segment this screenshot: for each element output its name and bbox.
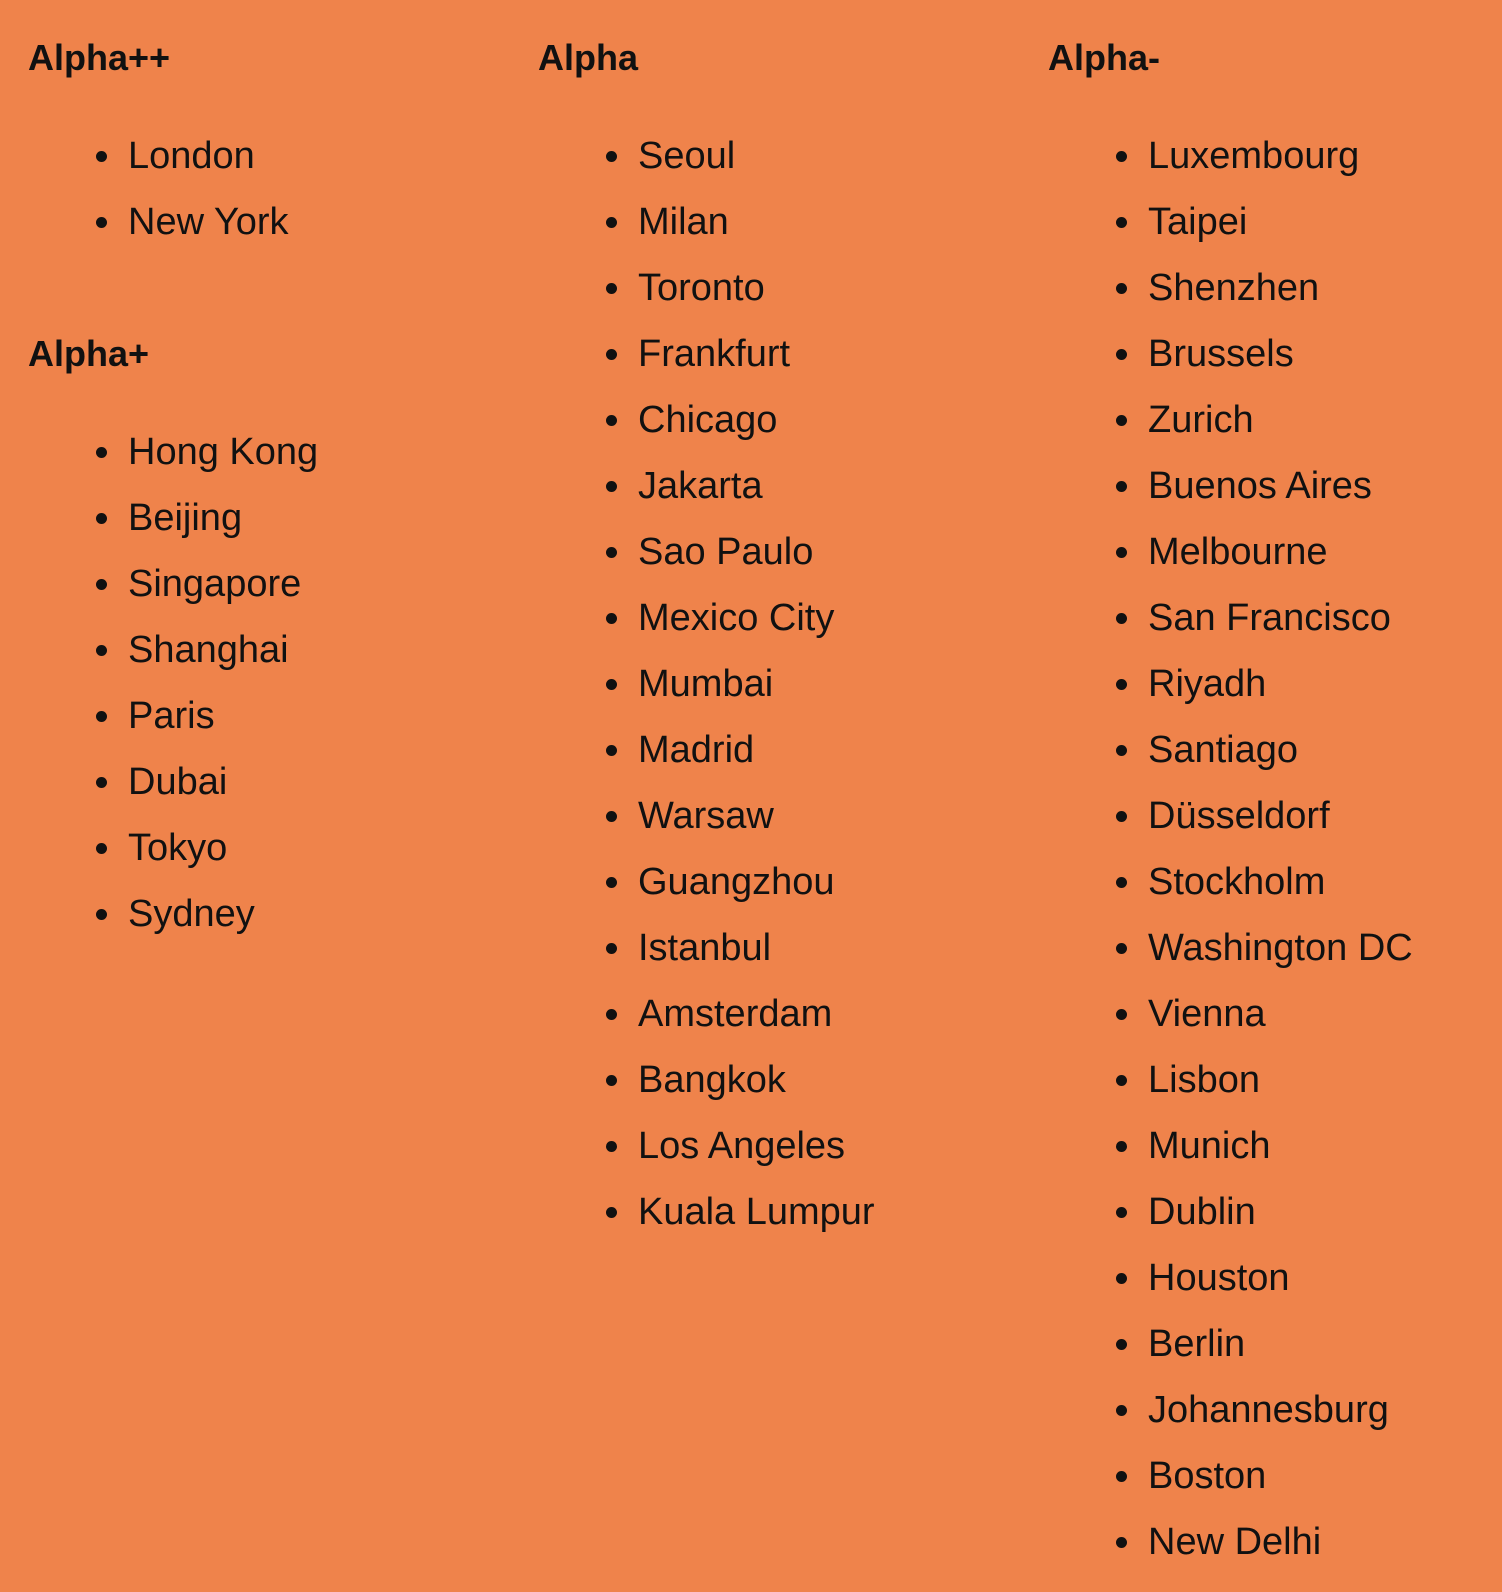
list-item [28, 485, 318, 551]
list-item [538, 189, 875, 255]
list-item [1048, 387, 1413, 453]
city-name: New York [128, 201, 289, 243]
list-item [1048, 915, 1413, 981]
group-title: Alpha++ [28, 37, 171, 78]
group-alpha-minus [1048, 0, 1413, 1563]
column-2 [538, 0, 875, 1233]
list-item [28, 123, 289, 189]
list-item [538, 585, 875, 651]
bullet-icon [1116, 811, 1127, 822]
city-list [538, 123, 875, 1245]
city-list [28, 123, 289, 255]
city-name: Singapore [128, 563, 302, 605]
city-name: Düsseldorf [1148, 795, 1330, 837]
bullet-icon [606, 217, 617, 228]
bullet-icon [1116, 481, 1127, 492]
list-item [1048, 1179, 1413, 1245]
bullet-icon [606, 283, 617, 294]
bullet-icon [1116, 1009, 1127, 1020]
city-name: Houston [1148, 1257, 1290, 1299]
list-item [1048, 1509, 1413, 1575]
list-item [538, 1047, 875, 1113]
group-alpha [538, 0, 875, 1233]
city-name: New Delhi [1148, 1521, 1322, 1563]
city-name: Warsaw [638, 795, 774, 837]
city-name: Sydney [128, 893, 255, 935]
bullet-icon [1116, 1339, 1127, 1350]
bullet-icon [1116, 613, 1127, 624]
bullet-icon [1116, 1273, 1127, 1284]
list-item [1048, 321, 1413, 387]
city-name: Vienna [1148, 993, 1266, 1035]
list-item [1048, 453, 1413, 519]
group-alpha-plus [28, 296, 319, 935]
list-item [538, 849, 875, 915]
group-title: Alpha [538, 37, 639, 78]
city-name: Munich [1148, 1125, 1271, 1167]
city-list [28, 419, 318, 947]
city-name: Shanghai [128, 629, 289, 671]
group-title: Alpha- [1048, 37, 1160, 78]
city-name: Washington DC [1148, 927, 1413, 969]
list-item [538, 255, 875, 321]
list-item [1048, 849, 1413, 915]
bullet-icon [606, 613, 617, 624]
bullet-icon [1116, 151, 1127, 162]
bullet-icon [96, 711, 107, 722]
bullet-icon [606, 415, 617, 426]
list-item [538, 915, 875, 981]
list-item [1048, 189, 1413, 255]
list-item [28, 189, 289, 255]
city-name: Santiago [1148, 729, 1299, 771]
city-name: Frankfurt [638, 333, 791, 375]
list-item [538, 519, 875, 585]
bullet-icon [606, 745, 617, 756]
bullet-icon [1116, 745, 1127, 756]
city-name: Taipei [1148, 201, 1248, 243]
list-item [1048, 651, 1413, 717]
list-item [1048, 1311, 1413, 1377]
bullet-icon [1116, 283, 1127, 294]
bullet-icon [606, 1009, 617, 1020]
list-item [538, 1179, 875, 1245]
list-item [1048, 255, 1413, 321]
bullet-icon [606, 943, 617, 954]
list-item [1048, 1047, 1413, 1113]
bullet-icon [96, 513, 107, 524]
column-3 [1048, 0, 1413, 1563]
list-item [1048, 1113, 1413, 1179]
list-item [28, 815, 318, 881]
city-name: Kuala Lumpur [638, 1191, 875, 1233]
bullet-icon [1116, 415, 1127, 426]
bullet-icon [1116, 1471, 1127, 1482]
bullet-icon [606, 547, 617, 558]
list-item [28, 419, 318, 485]
bullet-icon [606, 481, 617, 492]
bullet-icon [96, 909, 107, 920]
bullet-icon [1116, 217, 1127, 228]
list-item [1048, 519, 1413, 585]
column-1 [28, 0, 319, 935]
bullet-icon [96, 645, 107, 656]
city-name: Jakarta [638, 465, 763, 507]
bullet-icon [1116, 877, 1127, 888]
city-list [1048, 123, 1413, 1575]
list-item [28, 881, 318, 947]
bullet-icon [96, 447, 107, 458]
list-item [538, 387, 875, 453]
list-item [538, 1113, 875, 1179]
city-name: Milan [638, 201, 729, 243]
list-item [1048, 585, 1413, 651]
city-name: Dubai [128, 761, 228, 803]
bullet-icon [606, 877, 617, 888]
city-name: Melbourne [1148, 531, 1328, 573]
list-item [28, 683, 318, 749]
city-name: Johannesburg [1148, 1389, 1389, 1431]
city-name: Zurich [1148, 399, 1254, 441]
bullet-icon [1116, 547, 1127, 558]
city-name: Mumbai [638, 663, 774, 705]
city-name: Mexico City [638, 597, 835, 639]
list-item [1048, 783, 1413, 849]
bullet-icon [606, 349, 617, 360]
city-name: London [128, 135, 255, 177]
city-name: Buenos Aires [1148, 465, 1372, 507]
city-name: Chicago [638, 399, 778, 441]
city-name: Bangkok [638, 1059, 786, 1101]
city-name: Istanbul [638, 927, 772, 969]
bullet-icon [1116, 349, 1127, 360]
city-name: Shenzhen [1148, 267, 1320, 309]
bullet-icon [606, 811, 617, 822]
list-item [538, 453, 875, 519]
list-item [1048, 123, 1413, 189]
city-name: Beijing [128, 497, 243, 539]
city-name: Sao Paulo [638, 531, 814, 573]
city-name: Hong Kong [128, 431, 319, 473]
group-title: Alpha+ [28, 333, 150, 374]
bullet-icon [606, 1141, 617, 1152]
bullet-icon [96, 843, 107, 854]
bullet-icon [606, 151, 617, 162]
city-name: Boston [1148, 1455, 1267, 1497]
city-name: Paris [128, 695, 215, 737]
city-name: Riyadh [1148, 663, 1267, 705]
city-name: Guangzhou [638, 861, 835, 903]
group-alpha-plus-plus [28, 0, 289, 243]
list-item [1048, 1443, 1413, 1509]
city-name: Tokyo [128, 827, 228, 869]
list-item [1048, 1377, 1413, 1443]
list-item [28, 551, 318, 617]
bullet-icon [96, 151, 107, 162]
list-item [538, 651, 875, 717]
city-name: Dublin [1148, 1191, 1256, 1233]
bullet-icon [96, 217, 107, 228]
bullet-icon [1116, 1537, 1127, 1548]
city-name: Seoul [638, 135, 736, 177]
bullet-icon [1116, 1075, 1127, 1086]
city-name: Amsterdam [638, 993, 833, 1035]
bullet-icon [1116, 943, 1127, 954]
list-item [1048, 717, 1413, 783]
city-name: Madrid [638, 729, 755, 771]
list-item [538, 123, 875, 189]
list-item [538, 981, 875, 1047]
list-item [538, 717, 875, 783]
city-name: Lisbon [1148, 1059, 1260, 1101]
bullet-icon [96, 579, 107, 590]
list-item [538, 783, 875, 849]
city-name: San Francisco [1148, 597, 1391, 639]
bullet-icon [606, 1075, 617, 1086]
bullet-icon [606, 1207, 617, 1218]
list-item [1048, 1245, 1413, 1311]
city-name: Los Angeles [638, 1125, 846, 1167]
bullet-icon [1116, 1405, 1127, 1416]
list-item [1048, 981, 1413, 1047]
bullet-icon [1116, 1141, 1127, 1152]
city-name: Luxembourg [1148, 135, 1360, 177]
bullet-icon [1116, 679, 1127, 690]
list-item [538, 321, 875, 387]
city-name: Berlin [1148, 1323, 1246, 1365]
bullet-icon [96, 777, 107, 788]
city-name: Brussels [1148, 333, 1294, 375]
list-item [28, 617, 318, 683]
bullet-icon [1116, 1207, 1127, 1218]
city-name: Toronto [638, 267, 765, 309]
bullet-icon [606, 679, 617, 690]
city-name: Stockholm [1148, 861, 1326, 903]
list-item [28, 749, 318, 815]
